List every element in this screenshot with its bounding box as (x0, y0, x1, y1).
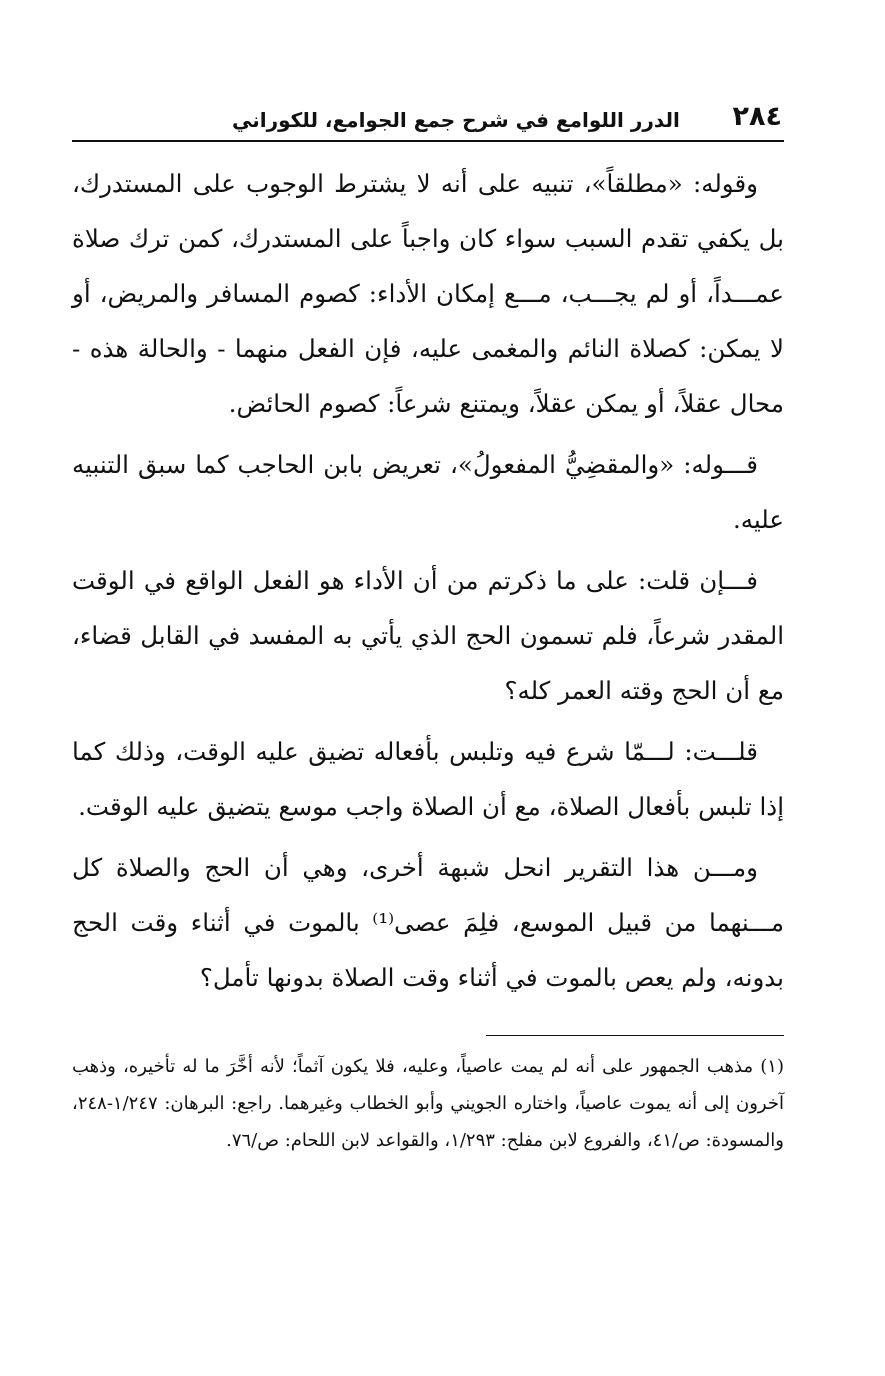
paragraph: وقوله: «مطلقاً»، تنبيه على أنه لا يشترط الوجوب على المستدرك، بل يكفي تقدم السبب سواء كان واجباً على المستدرك، كمن ترك صلاة عمـــداً، أو لم يجـــب، مـــع إمكان الأداء: كصوم المسافر والمريض، أو لا يمكن: كصلاة النائم والمغمى عليه، فإن الفعل منهما - والحالة هذه - محال عقلاً، أو يمكن عقلاً، ويمتنع شرعاً: كصوم الحائض. (72, 169, 784, 418)
paragraph: فـــإن قلت: على ما ذكرتم من أن الأداء هو الفعل الواقع في الوقت المقدر شرعاً، فلم تسمون الحج الذي يأتي به المفسد في القابل قضاء، مع أن الحج وقته العمر كله؟ (72, 566, 784, 705)
main-text (72, 156, 784, 1005)
footnote-divider (486, 1035, 784, 1036)
page-number: ٢٨٤ (732, 101, 782, 132)
page-header (72, 96, 784, 142)
paragraph: قـــوله: «والمقضِيُّ المفعولُ»، تعريض بابن الحاجب كما سبق التنبيه عليه. (72, 450, 784, 534)
running-title: الدرر اللوامع في شرح جمع الجوامع، للكوراني (232, 108, 680, 132)
footnote: (١) مذهب الجمهور على أنه لم يمت عاصياً، وعليه، فلا يكون آثماً؛ لأنه أخَّرَ ما له تأخيره، وذهب آخرون إلى أنه يموت عاصياً، واختاره الجويني وأبو الخطاب وغيرهما. راجع: البرهان: ١/٢٤٧-٢٤٨، والمسودة: ص/٤١، والفروع لابن مفلح: ١/٢٩٣، والقواعد لابن اللحام: ص/٧٦. (72, 1056, 784, 1151)
paragraph: ومـــن هذا التقرير انحل شبهة أخرى، وهي أن الحج والصلاة كل مـــنهما من قبيل الموسع، فلِمَ عصى⁽¹⁾ بالموت في أثناء وقت الحج بدونه، ولم يعص بالموت في أثناء وقت الصلاة بدونها تأمل؟ (72, 853, 784, 992)
book-page (72, 96, 784, 1159)
paragraph: قلـــت: لـــمّا شرع فيه وتلبس بأفعاله تضيق عليه الوقت، وذلك كما إذا تلبس بأفعال الصلاة، مع أن الصلاة واجب موسع يتضيق عليه الوقت. (72, 737, 784, 821)
